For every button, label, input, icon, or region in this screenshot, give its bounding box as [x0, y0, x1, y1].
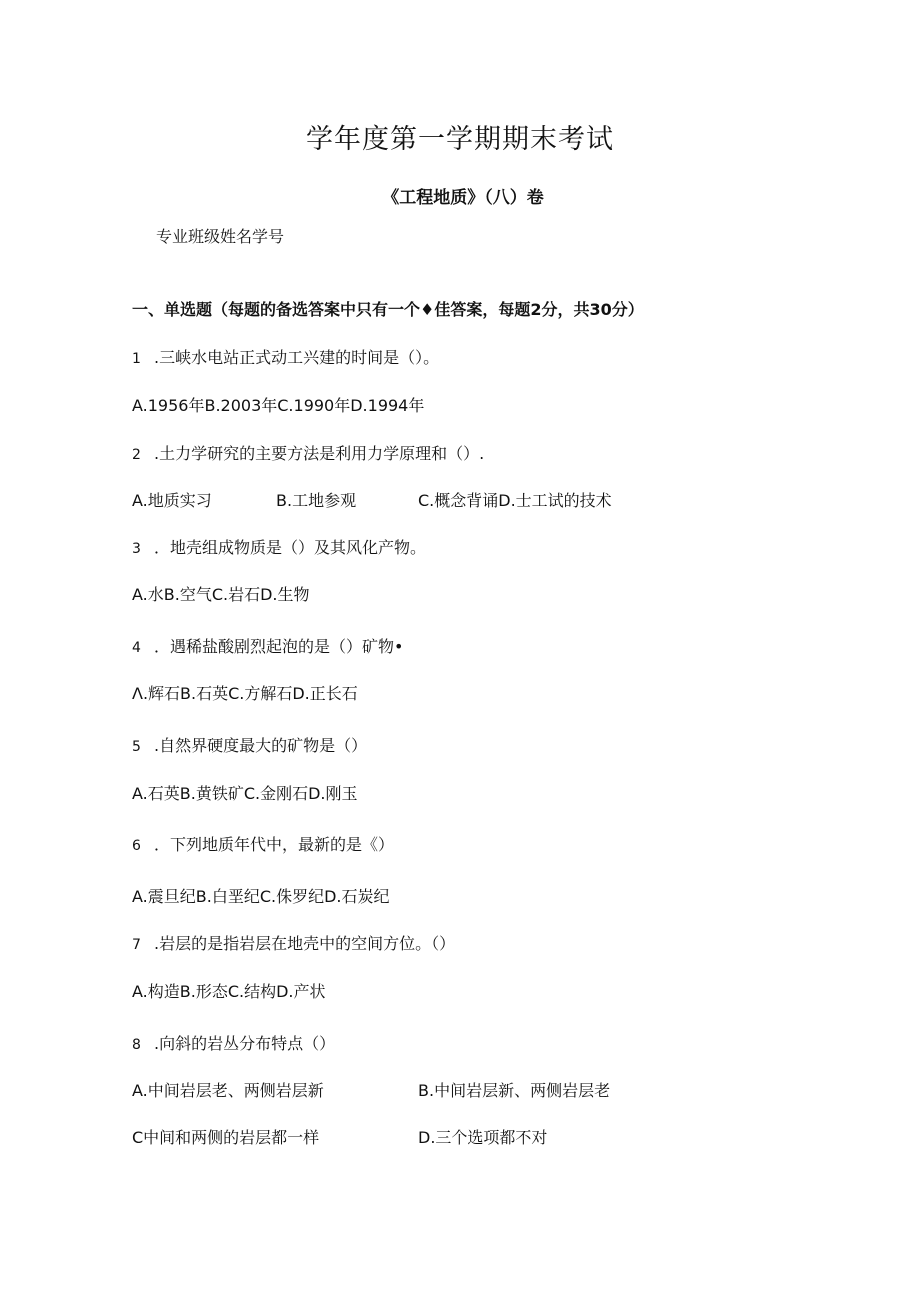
question-4-options: Λ.辉石B.石英C.方解石D.正长石 — [132, 684, 358, 703]
question-text: .岩层的是指岩层在地壳中的空间方位。（） — [154, 934, 456, 953]
question-4 — [132, 639, 403, 655]
question-text: .土力学研究的主要方法是利用力学原理和（）. — [154, 444, 485, 463]
question-text: ．遇稀盐酸剧烈起泡的是（）矿物• — [154, 637, 404, 656]
question-number: 7 — [132, 937, 141, 953]
question-3-options: A.水B.空气C.岩石D.生物 — [132, 585, 310, 604]
question-5 — [132, 738, 367, 754]
question-7 — [132, 936, 455, 952]
question-2-option-b: B.工地参观 — [276, 491, 357, 510]
question-8-option-d: D.三个选项都不对 — [418, 1128, 548, 1147]
question-number: 1 — [132, 351, 141, 367]
question-1 — [132, 350, 439, 366]
question-3 — [132, 540, 426, 556]
student-info-line: 专业班级姓名学号 — [156, 227, 285, 246]
question-5-options: A.石英B.黄铁矿C.金刚石D.刚玉 — [132, 784, 358, 803]
question-8-option-c: C中间和两侧的岩层都一样 — [132, 1128, 320, 1147]
question-2-option-cd: C.概念背诵D.士工试的技术 — [418, 491, 612, 510]
section-heading: 一、单选题（每题的备选答案中只有一个♦佳答案，每题2分，共30分） — [132, 300, 644, 319]
question-text: .三峡水电站正式动工兴建的时间是（）。 — [154, 348, 440, 367]
question-number: 3 — [132, 541, 141, 557]
question-2 — [132, 446, 484, 462]
exam-title: 学年度第一学期期末考试 — [306, 124, 614, 155]
question-number: 5 — [132, 739, 141, 755]
subtitle-text: 《工程地质》（八）卷 — [382, 188, 544, 208]
question-6 — [132, 837, 394, 853]
question-7-options: A.构造B.形态C.结构D.产状 — [132, 982, 326, 1001]
question-6-options: A.震旦纪B.白垩纪C.侏罗纪D.石炭纪 — [132, 887, 390, 906]
question-8-option-a: A.中间岩层老、两侧岩层新 — [132, 1081, 324, 1100]
question-number: 8 — [132, 1037, 141, 1053]
question-8 — [132, 1036, 335, 1052]
question-text: ．地壳组成物质是（）及其风化产物。 — [154, 538, 427, 557]
question-text: .自然界硬度最大的矿物是（） — [154, 736, 368, 755]
question-2-option-a: A.地质实习 — [132, 491, 212, 510]
question-text: .向斜的岩丛分布特点（） — [154, 1034, 336, 1053]
question-8-option-b: B.中间岩层新、两侧岩层老 — [418, 1081, 611, 1100]
exam-subtitle — [0, 190, 920, 207]
question-number: 2 — [132, 447, 141, 463]
question-1-options: A.1956年B.2003年C.1990年D.1994年 — [132, 396, 425, 415]
question-number: 6 — [132, 838, 141, 854]
question-text: ．下列地质年代中，最新的是《） — [154, 835, 395, 854]
question-number: 4 — [132, 640, 141, 656]
